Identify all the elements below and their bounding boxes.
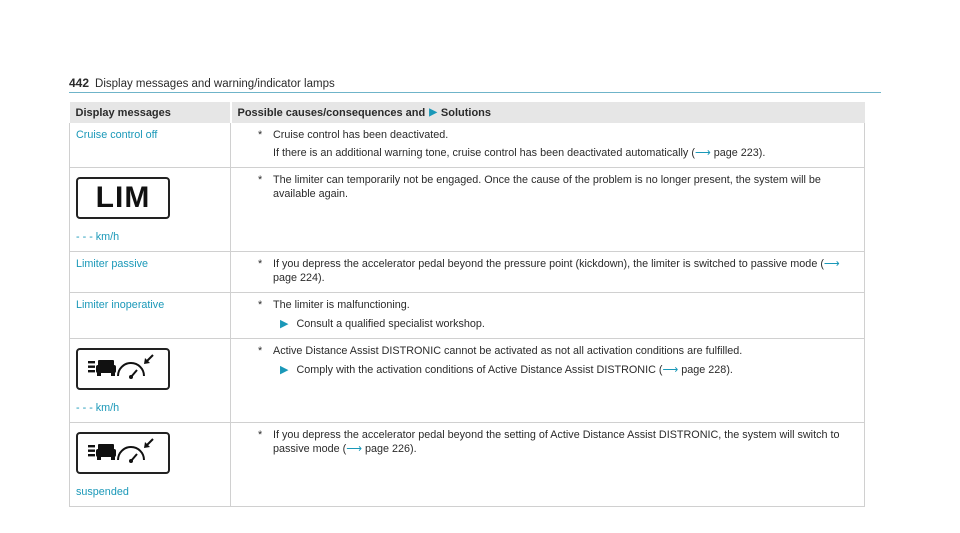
table-row xyxy=(70,423,865,507)
cause-item xyxy=(237,298,858,312)
bullet-icon: * xyxy=(258,174,263,186)
arrow-right-icon: ⟶ xyxy=(346,443,362,455)
page-header xyxy=(69,76,335,90)
message-limiter-passive: Limiter passive xyxy=(76,258,149,270)
table-row xyxy=(70,339,865,423)
distronic-icon xyxy=(76,432,170,474)
bullet-icon: * xyxy=(258,429,263,441)
col-heading-causes-text: Possible causes/consequences and xyxy=(237,106,426,119)
triangle-right-icon: ▶ xyxy=(280,364,289,376)
cause-text: Active Distance Assist DISTRONIC cannot be activated as not all activation conditions are fulfilled. xyxy=(273,345,743,357)
page-reference: page 228). xyxy=(681,364,733,376)
speed-label: - - - km/h xyxy=(76,402,120,414)
page-number: 442 xyxy=(69,76,90,90)
page-reference: page 224). xyxy=(273,272,325,284)
col-heading-display-messages: Display messages xyxy=(70,102,231,123)
arrow-right-icon: ⟶ xyxy=(694,147,711,159)
message-limiter-inoperative: Limiter inoperative xyxy=(76,299,165,311)
cause-item xyxy=(237,257,858,285)
cause-text: The limiter is malfunctioning. xyxy=(273,299,410,311)
solution-text: Consult a qualified specialist workshop. xyxy=(296,318,485,330)
col-heading-solutions-text: Solutions xyxy=(440,106,492,119)
bullet-icon: * xyxy=(258,129,263,141)
cause-text: Cruise control has been deactivated. xyxy=(273,129,449,141)
cause-item xyxy=(237,428,858,456)
bullet-icon: * xyxy=(258,345,263,357)
page-reference: page 226). xyxy=(365,443,417,455)
table-row xyxy=(70,293,865,339)
page-reference: page 223). xyxy=(713,147,766,159)
distronic-icon xyxy=(76,348,170,390)
page-header-title: Display messages and warning/indicator lamps xyxy=(95,78,335,90)
lim-symbol: LIM xyxy=(76,177,170,219)
cause-text: If you depress the accelerator pedal beyond the pressure point (kickdown), the limiter is switched to passive mode ( xyxy=(273,258,824,270)
cause-detail-text: If there is an additional warning tone, cruise control has been deactivated automatically ( xyxy=(273,147,695,159)
solution-step xyxy=(237,363,858,377)
arrow-right-icon: ⟶ xyxy=(823,258,840,270)
table-row xyxy=(70,123,865,168)
bullet-icon: * xyxy=(258,299,263,311)
triangle-right-icon: ▶ xyxy=(280,318,289,330)
cause-text: The limiter can temporarily not be engaged. Once the cause of the problem is no longer present, the system will be available again. xyxy=(273,174,821,200)
message-cruise-control-off: Cruise control off xyxy=(76,129,158,141)
table-row xyxy=(70,168,865,252)
bullet-icon: * xyxy=(258,258,263,270)
header-rule xyxy=(69,92,881,93)
speed-label: - - - km/h xyxy=(76,231,120,243)
status-label-suspended: suspended xyxy=(76,486,129,498)
cause-detail xyxy=(237,146,858,160)
triangle-right-icon: ▶ xyxy=(429,106,437,118)
col-heading-causes xyxy=(231,102,865,123)
solution-step xyxy=(237,317,858,331)
table-row xyxy=(70,252,865,293)
solution-text: Comply with the activation conditions of Active Distance Assist DISTRONIC ( xyxy=(296,364,663,376)
arrow-right-icon: ⟶ xyxy=(662,364,679,376)
table-header-row xyxy=(70,102,865,123)
cause-item xyxy=(237,173,858,201)
display-messages-table xyxy=(69,102,865,507)
cause-item xyxy=(237,128,858,142)
cause-item xyxy=(237,344,858,358)
cause-text: If you depress the accelerator pedal beyond the setting of Active Distance Assist DISTRONIC, the system will switch to passive mode ( xyxy=(273,429,840,455)
